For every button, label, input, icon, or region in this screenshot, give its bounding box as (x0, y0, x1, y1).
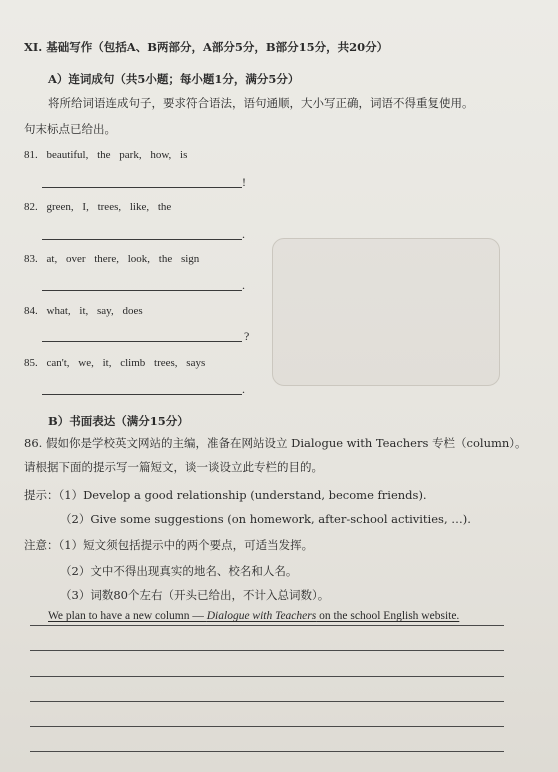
question-82 (24, 200, 171, 214)
part-b-title: B）书面表达（满分15分） (48, 414, 189, 428)
end-mark-85: . (242, 382, 245, 396)
writing-line[interactable] (30, 701, 504, 702)
question-words: beautiful, the park, how, is (46, 149, 188, 161)
part-b-prompt-1: 86. 假如你是学校英文网站的主编，准备在网站设立 Dialogue with Teachers 专栏（column）。 (24, 436, 527, 450)
part-a-instruction-2: 句末标点已给出。 (24, 122, 116, 136)
question-83 (24, 252, 199, 266)
end-mark-84: ? (244, 329, 250, 343)
opening-text: on the school English website. (316, 610, 460, 622)
writing-line[interactable] (30, 650, 504, 651)
hint-1 (24, 488, 427, 502)
question-words: what, it, say, does (46, 305, 143, 317)
question-81 (24, 148, 187, 162)
hint-text: （1）Develop a good relationship (understand, become friends). (58, 488, 427, 502)
hint-2: （2）Give some suggestions (on homework, after-school activities, …). (60, 512, 471, 526)
question-words: at, over there, look, the sign (46, 253, 200, 265)
writing-line[interactable] (30, 676, 504, 677)
part-a-title: A）连词成句（共5小题；每小题1分，满分5分） (48, 72, 300, 86)
answer-line-81[interactable] (42, 187, 242, 188)
answer-line-82[interactable] (42, 239, 242, 240)
question-84 (24, 304, 143, 318)
question-number: 82. (24, 201, 38, 213)
answer-line-84[interactable] (42, 341, 242, 342)
answer-line-85[interactable] (42, 394, 242, 395)
opening-text: We plan to have a new column — (48, 610, 207, 622)
section-title: XI. 基础写作（包括A、B两部分，A部分5分，B部分15分，共20分） (24, 40, 389, 54)
bleed-through-box (272, 238, 500, 386)
hints-label: 提示： (24, 488, 59, 502)
part-b-prompt-2: 请根据下面的提示写一篇短文，谈一谈设立此专栏的目的。 (24, 460, 323, 474)
opening-italic: Dialogue with Teachers (206, 610, 317, 622)
part-a-instruction-1: 将所给词语连成句子，要求符合语法，语句通顺，大小写正确，词语不得重复使用。 (48, 96, 474, 110)
end-mark-82: . (242, 227, 245, 241)
question-number: 81. (24, 149, 38, 161)
writing-opening-sentence (48, 610, 459, 622)
writing-line[interactable] (30, 625, 504, 626)
writing-line[interactable] (30, 751, 504, 752)
notes-label: 注意： (24, 538, 59, 552)
writing-line[interactable] (30, 726, 504, 727)
answer-line-83[interactable] (42, 290, 242, 291)
question-words: can't, we, it, climb trees, says (46, 357, 206, 369)
question-85 (24, 356, 205, 370)
question-words: green, I, trees, like, the (46, 201, 172, 213)
question-number: 85. (24, 357, 38, 369)
question-number: 84. (24, 305, 38, 317)
note-text: （1）短文须包括提示中的两个要点，可适当发挥。 (58, 538, 314, 552)
note-1 (24, 538, 313, 552)
note-2: （2）文中不得出现真实的地名、校名和人名。 (60, 564, 298, 578)
end-mark-83: . (242, 278, 245, 292)
question-number: 83. (24, 253, 38, 265)
end-mark-81: ! (242, 175, 246, 189)
note-3: （3）词数80个左右（开头已给出，不计入总词数）。 (60, 588, 330, 602)
